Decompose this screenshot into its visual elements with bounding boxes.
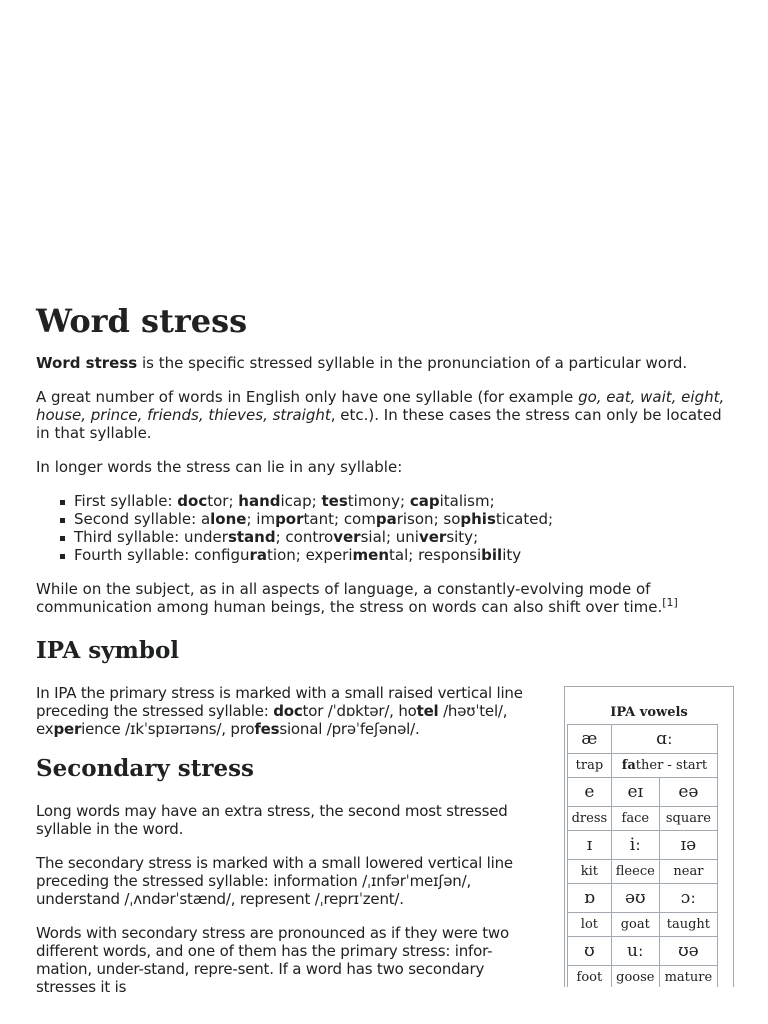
- reference-link[interactable]: [1]: [662, 596, 678, 609]
- vowel-example: kit: [568, 860, 612, 884]
- vowel-symbol: æ: [568, 725, 612, 754]
- ipa-paragraph: In IPA the primary stress is marked with a small raised vertical line preceding the stressed syllable: doctor /ˈdɒktər/, hotel /həʊˈtel/, experience /ɪkˈspɪərɪəns/, professional /prəˈfeʃənəl/.: [36, 684, 523, 738]
- list-item: First syllable: doctor; handicap; testimony; capitalism;: [74, 492, 732, 510]
- vowel-example: taught: [659, 913, 717, 937]
- infobox-title: IPA vowels: [610, 705, 688, 720]
- vowel-symbol: ʊə: [659, 937, 717, 966]
- monosyllable-paragraph: A great number of words in English only have one syllable (for example go, eat, wait, eight, house, prince, friends, thieves, straight, etc.). In these cases the stress can only be located in that syllable.: [36, 388, 725, 442]
- section-heading-ipa: IPA symbol: [36, 637, 180, 664]
- vowel-symbol: eɪ: [611, 778, 659, 807]
- vowel-symbol: ɪə: [659, 831, 717, 860]
- left-column: [36, 684, 548, 996]
- vowel-example: trap: [568, 754, 612, 778]
- vowel-symbol: uː: [611, 937, 659, 966]
- vowel-example: near: [659, 860, 717, 884]
- vowel-example: father - start: [611, 754, 717, 778]
- vowel-symbol: ɒ: [568, 884, 612, 913]
- monosyllable-examples: go, eat, wait, eight, house, prince, friends, thieves, straight: [36, 388, 725, 424]
- vowel-symbol: ʊ: [568, 937, 612, 966]
- vowel-example: goat: [611, 913, 659, 937]
- vowel-symbol: eə: [659, 778, 717, 807]
- longer-words-paragraph: In longer words the stress can lie in any syllable:: [36, 458, 403, 476]
- vowel-example: dress: [568, 807, 612, 831]
- vowel-example: square: [659, 807, 717, 831]
- vowel-example: foot: [568, 966, 612, 988]
- list-item: Fourth syllable: configuration; experimental; responsibility: [74, 546, 732, 564]
- secondary-paragraph-1: Long words may have an extra stress, the second most stressed syllable in the word.: [36, 802, 508, 838]
- vowel-example: goose: [611, 966, 659, 988]
- intro-paragraph: Word stress is the specific stressed syllable in the pronunciation of a particular word.: [36, 354, 688, 372]
- vowel-symbol: iː: [611, 831, 659, 860]
- syllable-list: [36, 492, 732, 564]
- vowel-example: face: [611, 807, 659, 831]
- ipa-vowels-infobox: [564, 686, 734, 987]
- vowel-example: lot: [568, 913, 612, 937]
- vowel-example: fleece: [611, 860, 659, 884]
- stress-shift-paragraph: While on the subject, as in all aspects of language, a constantly-evolving mode of communication among human beings, the stress on words can also shift over time.[1]: [36, 580, 678, 616]
- secondary-paragraph-3: Words with secondary stress are pronounced as if they were two different words, and one of them has the primary stress: infor-mation, under-stand, repre-sent. If a word has two secondary stresses it is: [36, 924, 509, 996]
- section-heading-secondary: Secondary stress: [36, 755, 255, 782]
- vowel-symbol: ɑː: [611, 725, 717, 754]
- vowel-symbol: e: [568, 778, 612, 807]
- vowel-symbol: ɪ: [568, 831, 612, 860]
- intro-bold-term: Word stress: [36, 354, 138, 372]
- ipa-vowels-table: [567, 724, 718, 987]
- vowel-example: mature: [659, 966, 717, 988]
- list-item: Second syllable: alone; important; comparison; sophisticated;: [74, 510, 732, 528]
- vowel-symbol: əʊ: [611, 884, 659, 913]
- vowel-symbol: ɔː: [659, 884, 717, 913]
- list-item: Third syllable: understand; controversial; university;: [74, 528, 732, 546]
- page-title: Word stress: [36, 302, 248, 340]
- secondary-paragraph-2: The secondary stress is marked with a small lowered vertical line preceding the stressed syllable: information /ˌɪnfərˈmeɪʃən/, understand /ˌʌndərˈstænd/, represent /ˌreprɪˈzent/.: [36, 854, 513, 908]
